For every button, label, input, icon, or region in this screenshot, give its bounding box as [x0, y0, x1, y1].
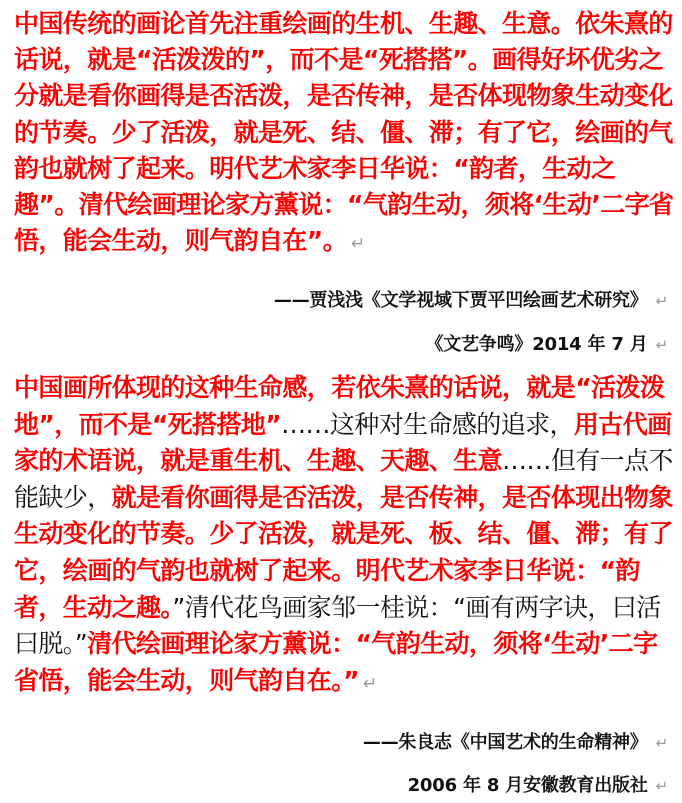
paragraph-mark-icon: ↵ [362, 673, 377, 694]
quote-paragraph-2-segment: ……这种对生命感的追求， [281, 409, 574, 439]
attribution-author-1 [274, 286, 668, 312]
quote-paragraph-1 [14, 6, 674, 262]
quote-paragraph-2 [14, 370, 674, 702]
attribution-author-1-text: ——贾浅浅《文学视域下贾平凹绘画艺术研究》 [273, 290, 648, 311]
quote-paragraph-2-segment: 就是看你画得是否活泼，是否传神，是否体现出物象生动变化的节奏。少了活泼，就是死、板、结、僵、滞；有了它，绘画的气韵也就树了起来。明代艺术家李日华说：“韵者，生动之趣。 [14, 482, 673, 622]
attribution-author-2 [363, 728, 668, 754]
paragraph-mark-icon: ↵ [655, 292, 668, 310]
attribution-source-1 [425, 330, 668, 356]
attribution-source-2-text: 2006 年 8 月安徽教育出版社 [407, 775, 648, 796]
attribution-author-2-text: ——朱良志《中国艺术的生命精神》 [362, 732, 648, 753]
quote-paragraph-2-segment: ……但有一点不能缺少， [14, 446, 673, 512]
quote-paragraph-1-text: 中国传统的画论首先注重绘画的生机、生趣、生意。依朱熹的话说，就是“活泼泼的”，而不是“死搭搭”。画得好坏优劣之分就是看你画得是否活泼，是否传神，是否体现物象生动变化的节奏。少了活泼，就是死、结、僵、滞；有了它，绘画的气韵也就树了起来。明代艺术家李日华说：“韵者，生动之趣”。清代绘画理论家方薰说：“气韵生动，须将‘生动’二字省悟，能会生动，则气韵自在”。 [14, 9, 674, 256]
paragraph-mark-icon: ↵ [655, 777, 668, 795]
paragraph-mark-icon: ↵ [655, 734, 668, 752]
quote-paragraph-2-segment: ”清代花鸟画家邹一桂说：“画有两字诀，曰活曰脱。” [14, 592, 661, 659]
paragraph-mark-icon: ↵ [655, 336, 668, 354]
paragraph-mark-icon: ↵ [351, 234, 365, 255]
attribution-source-1-text: 《文艺争鸣》2014 年 7 月 [425, 334, 648, 355]
quote-paragraph-2-segment: 清代绘画理论家方薰说：“气韵生动，须将‘生动’二字省悟，能会生动，则气韵自在。” [14, 629, 658, 695]
quote-paragraph-2-segment: 中国画所体现的这种生命感，若依朱熹的话说，就是“活泼泼地”，而不是“死搭搭地” [14, 373, 665, 439]
attribution-source-2 [408, 771, 668, 797]
quote-paragraph-2-segment: 用古代画家的术语说，就是重生机、生趣、天趣、生意 [14, 409, 672, 476]
